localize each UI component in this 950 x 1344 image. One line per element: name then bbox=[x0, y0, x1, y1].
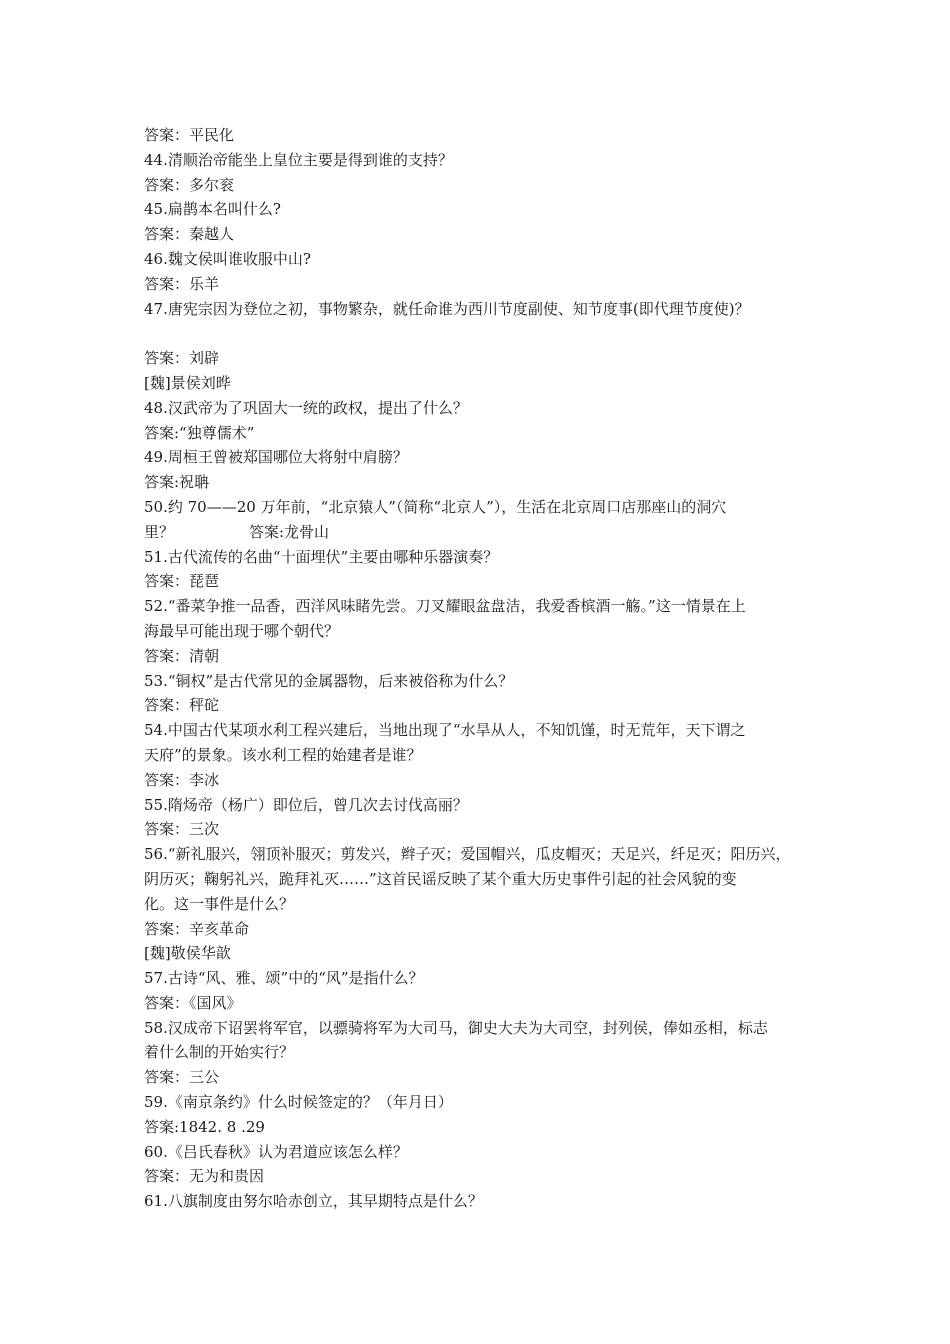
answer-line: 答案：三次 bbox=[144, 820, 220, 839]
answer-line: 答案：清朝 bbox=[144, 646, 220, 665]
answer-line: 答案：秤砣 bbox=[144, 696, 220, 715]
question-50: 50.约 70——20 万年前，“北京猿人”（简称“北京人”），生活在北京周口店那座山的洞穴 bbox=[144, 497, 727, 516]
question-57: 57.古诗“风、雅、颂”中的“风”是指什么？ bbox=[144, 969, 424, 988]
question-54-continued: 天府”的景象。该水利工程的始建者是谁？ bbox=[144, 745, 422, 764]
question-50-continued: 里？ 答案:龙骨山 bbox=[144, 522, 330, 541]
answer-line: 答案：三公 bbox=[144, 1068, 220, 1087]
blank-line bbox=[144, 321, 814, 346]
answer-line: 答案：乐羊 bbox=[144, 274, 220, 293]
question-52: 52.“番菜争推一品香，西洋风味睹先尝。刀叉耀眼盆盘洁，我爱香槟酒一觞。”这一情景在上 bbox=[144, 597, 746, 616]
question-46: 46.魏文侯叫谁收服中山? bbox=[144, 249, 311, 268]
question-55: 55.隋炀帝（杨广）即位后，曾几次去讨伐高丽？ bbox=[144, 795, 468, 814]
question-60: 60.《吕氏春秋》认为君道应该怎么样？ bbox=[144, 1142, 408, 1161]
question-45: 45.扁鹊本名叫什么? bbox=[144, 200, 281, 219]
question-56-continued: 化。这一事件是什么？ bbox=[144, 894, 295, 913]
answer-line: 答案：无为和贵因 bbox=[144, 1167, 265, 1186]
answer-line: 答案:1842. 8 .29 bbox=[144, 1117, 265, 1136]
answer-line: 答案：李冰 bbox=[144, 770, 220, 789]
question-54: 54.中国古代某项水利工程兴建后，当地出现了“水旱从人，不知饥馑，时无荒年，天下谓之 bbox=[144, 721, 746, 740]
question-58: 58.汉成帝下诏罢将军官，以骠骑将军为大司马，御史大夫为大司空，封列侯，俸如丞相，标志 bbox=[144, 1018, 768, 1037]
answer-line: 答案：琵琶 bbox=[144, 572, 220, 591]
question-56: 56.“新礼服兴，翎顶补服灭；剪发兴，辫子灭；爱国帽兴，瓜皮帽灭；天足兴，纤足灭；阳历兴， bbox=[144, 845, 791, 864]
question-56-continued: 阴历灭；鞠躬礼兴，跪拜礼灭……”这首民谣反映了某个重大历史事件引起的社会风貌的变 bbox=[144, 869, 737, 888]
answer-line: 答案:“独尊儒术” bbox=[144, 423, 255, 442]
question-44: 44.清顺治帝能坐上皇位主要是得到谁的支持？ bbox=[144, 150, 453, 169]
answer-line: 答案：辛亥革命 bbox=[144, 919, 250, 938]
answer-line: 答案：多尔衮 bbox=[144, 175, 235, 194]
question-53: 53.“铜权”是古代常见的金属器物，后来被俗称为什么？ bbox=[144, 671, 514, 690]
answer-line: 答案：《国风》 bbox=[144, 993, 242, 1012]
question-61: 61.八旗制度由努尔哈赤创立，其早期特点是什么？ bbox=[144, 1192, 483, 1211]
question-59: 59.《南京条约》什么时候签定的？（年月日） bbox=[144, 1093, 453, 1112]
answer-line: 答案：秦越人 bbox=[144, 225, 235, 244]
question-49: 49.周桓王曾被郑国哪位大将射中肩膀？ bbox=[144, 448, 408, 467]
note-line: [魏]景侯刘晔 bbox=[144, 373, 231, 392]
question-52-continued: 海最早可能出现于哪个朝代？ bbox=[144, 621, 340, 640]
note-line: [魏]敬侯华歆 bbox=[144, 944, 231, 963]
answer-line: 答案:祝聃 bbox=[144, 473, 210, 492]
question-48: 48.汉武帝为了巩固大一统的政权，提出了什么？ bbox=[144, 398, 468, 417]
question-51: 51.古代流传的名曲“十面埋伏”主要由哪种乐器演奏？ bbox=[144, 547, 499, 566]
document-page bbox=[144, 123, 814, 1214]
answer-line: 答案：刘辟 bbox=[144, 349, 220, 368]
question-47: 47.唐宪宗因为登位之初，事物繁杂，就任命谁为西川节度副使、知节度事(即代理节度使)？ bbox=[144, 299, 750, 318]
answer-line: 答案：平民化 bbox=[144, 126, 235, 144]
question-58-continued: 着什么制的开始实行？ bbox=[144, 1043, 295, 1062]
